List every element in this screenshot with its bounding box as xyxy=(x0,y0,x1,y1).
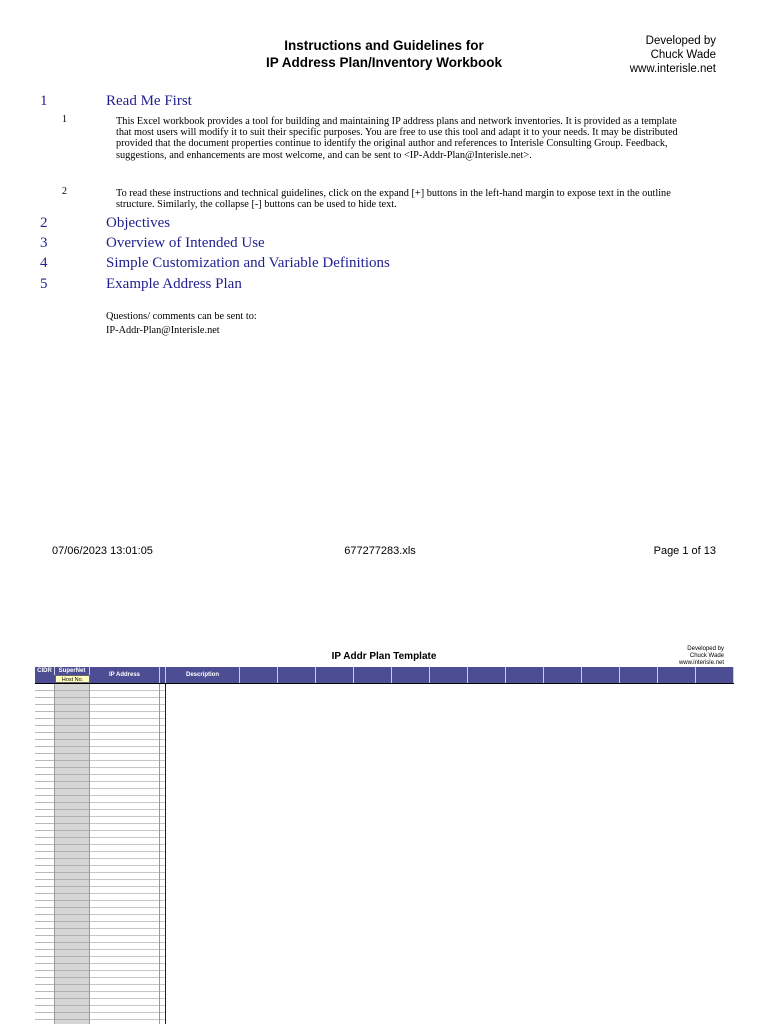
col-header-blank[interactable] xyxy=(468,667,506,683)
contact-email[interactable]: IP-Addr-Plan@Interisle.net xyxy=(106,325,220,336)
col-header-blank[interactable] xyxy=(582,667,620,683)
section-number-1: 1 xyxy=(40,93,48,109)
footer-datetime: 07/06/2023 13:01:05 xyxy=(52,545,153,557)
section-title-example-plan[interactable]: Example Address Plan xyxy=(106,276,242,292)
dev-line-2: Chuck Wade xyxy=(650,49,716,61)
col-header-blank[interactable] xyxy=(278,667,316,683)
section-title-overview[interactable]: Overview of Intended Use xyxy=(106,235,265,251)
cidr-column[interactable] xyxy=(35,684,55,1024)
dev-line-1: Developed by xyxy=(645,35,716,47)
col-header-supernet[interactable]: SuperNet xyxy=(55,667,90,675)
sheet-title: IP Addr Plan Template xyxy=(331,651,437,662)
section-number-5: 5 xyxy=(40,276,48,292)
subitem-number-1: 1 xyxy=(62,114,67,125)
section-title-objectives[interactable]: Objectives xyxy=(106,215,171,231)
col-header-blank[interactable] xyxy=(658,667,696,683)
section-title-read-me-first[interactable]: Read Me First xyxy=(106,93,192,109)
col-header-blank[interactable] xyxy=(240,667,278,683)
contact-info xyxy=(106,310,257,338)
col-header-blank[interactable] xyxy=(316,667,354,683)
subitem-text-1: This Excel workbook provides a tool for building and maintaining IP address plans and network inventories. It is provided as a template that most users will modify it to suit their specific purposes. You are free to use this tool and adapt it to your needs. It may be distributed provided that the document properties continue to identify the original author and references to Interisle Consulting Group. Feedback, suggestions, and enhancements are most welcome, and can be sent to <IP-Addr-Plan@Interisle.net>. xyxy=(116,116,678,161)
ip-address-column[interactable] xyxy=(90,684,160,1024)
footer-page: Page 1 of 13 xyxy=(653,545,716,557)
sheet-dev-line-3: www.interisle.net xyxy=(678,660,724,666)
col-header-blank[interactable] xyxy=(506,667,544,683)
sheet-header-row xyxy=(35,667,734,684)
col-header-blank[interactable] xyxy=(696,667,734,683)
col-header-blank[interactable] xyxy=(354,667,392,683)
sheet-dev-line-1: Developed by xyxy=(687,646,724,652)
sheet-dev-line-2: Chuck Wade xyxy=(689,653,724,659)
col-header-blank[interactable] xyxy=(620,667,658,683)
col-header-cidr[interactable]: CIDR xyxy=(35,667,55,675)
col-header-ip-address[interactable]: IP Address xyxy=(90,667,160,683)
subitem-number-2: 2 xyxy=(62,186,67,197)
col-header-blank[interactable] xyxy=(544,667,582,683)
sheet-grid[interactable] xyxy=(35,684,166,1024)
section-number-2: 2 xyxy=(40,215,48,231)
col-header-host-no[interactable]: Host No. xyxy=(55,675,90,683)
dev-line-3: www.interisle.net xyxy=(629,63,716,75)
title-line-2: IP Address Plan/Inventory Workbook xyxy=(265,55,503,70)
col-header-blank[interactable] xyxy=(392,667,430,683)
spacer-column xyxy=(160,684,166,1024)
section-number-3: 3 xyxy=(40,235,48,251)
title-line-1: Instructions and Guidelines for xyxy=(284,38,484,53)
sheet-developer-credit xyxy=(640,646,724,667)
developer-credit xyxy=(630,34,716,76)
section-number-4: 4 xyxy=(40,255,48,271)
contact-line-1: Questions/ comments can be sent to: xyxy=(106,311,257,322)
section-title-customization[interactable]: Simple Customization and Variable Definitions xyxy=(106,255,390,271)
subitem-text-2: To read these instructions and technical guidelines, click on the expand [+] buttons in the left-hand margin to expose text in the outline structure. Similarly, the collapse [-] buttons can be used to hide text. xyxy=(116,188,671,211)
col-header-blank[interactable] xyxy=(430,667,468,683)
col-header-description[interactable]: Description xyxy=(166,667,240,683)
supernet-column[interactable] xyxy=(55,684,90,1024)
footer-filename: 677277283.xls xyxy=(344,545,416,557)
